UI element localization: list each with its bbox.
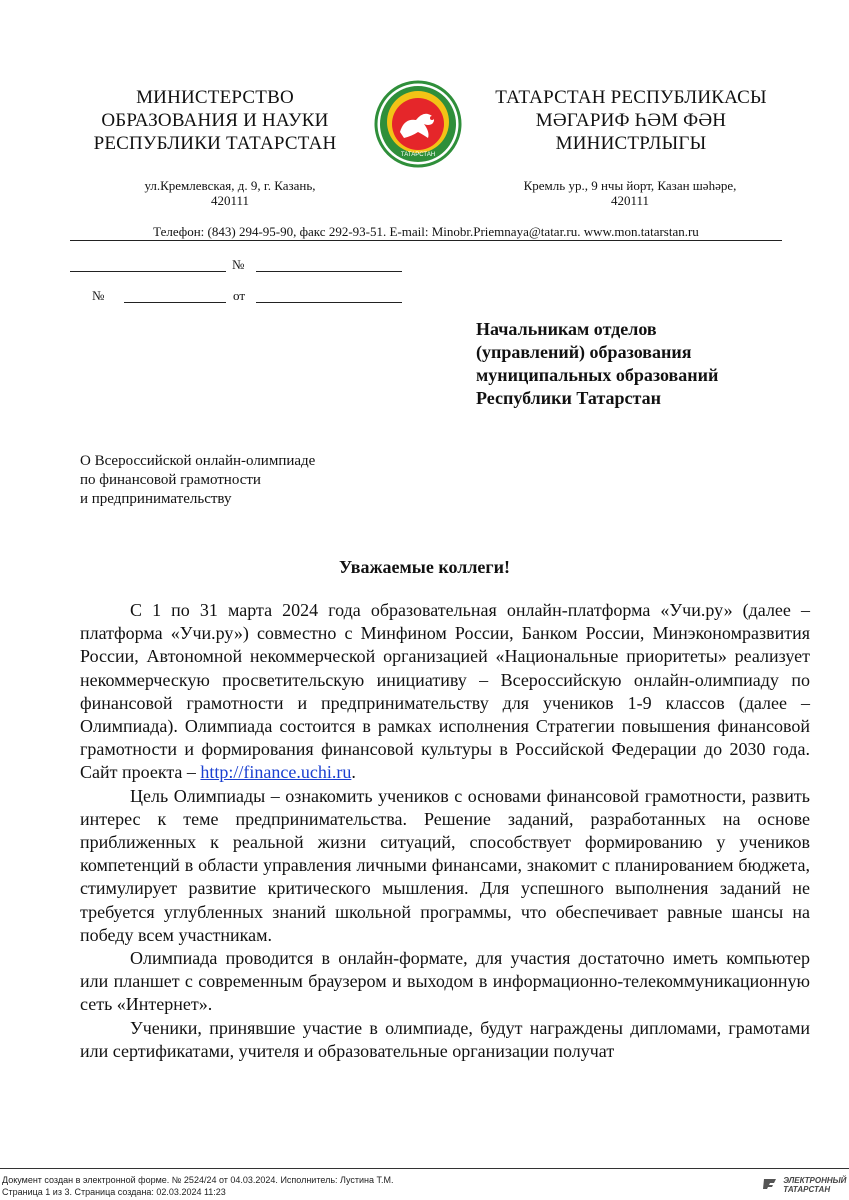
address-tatar	[490, 178, 770, 208]
paragraph-1-end: .	[351, 762, 356, 783]
subject-line: О Всероссийской онлайн-олимпиаде	[80, 453, 316, 469]
salutation: Уважаемые коллеги!	[339, 557, 510, 577]
subject-line: по финансовой грамотности	[80, 472, 261, 488]
emblem-text: ТАТАРСТАН	[400, 152, 436, 158]
address-line: 420111	[210, 193, 250, 208]
footer-page-info: Страница 1 из 3. Страница создана: 02.03.2024 11:23	[2, 1187, 226, 1197]
tatarstan-emblem-icon	[374, 80, 462, 168]
ministry-name-line: МИНИСТРЛЫГЫ	[555, 133, 707, 154]
recipient-line: Республики Татарстан	[476, 388, 661, 408]
ministry-name-line: МӘГАРИФ ҺӘМ ФӘН	[535, 110, 727, 131]
electronic-tatarstan-icon	[762, 1176, 778, 1192]
paragraph-3: Олимпиада проводится в онлайн-формате, для участия достаточно иметь компьютер или планшет с современным браузером и выходом в информационно-телекоммуникационную сеть «Интернет».	[80, 948, 810, 1015]
ministry-name-line: МИНИСТЕРСТВО	[136, 87, 294, 108]
paragraph-4: Ученики, принявшие участие в олимпиаде, будут награждены дипломами, грамотами или сертификатами, учителя и образовательные организации получат	[80, 1017, 810, 1061]
footer-document-info: Документ создан в электронной форме. № 2524/24 от 04.03.2024. Исполнитель: Лустина Т.М.	[2, 1175, 394, 1185]
letter-body	[80, 599, 810, 1063]
address-line: ул.Кремлевская, д. 9, г. Казань,	[144, 178, 316, 193]
from-label: от	[233, 288, 246, 303]
incoming-number-blank	[124, 302, 226, 303]
recipient-line: (управлений) образования	[476, 342, 692, 362]
contacts-line: Телефон: (843) 294-95-90, факс 292-93-51. E-mail: Minobr.Priemnaya@tatar.ru. www.mon.tatarstan.ru	[153, 224, 699, 239]
project-website-link[interactable]: http://finance.uchi.ru	[200, 762, 352, 783]
footer-divider	[0, 1168, 849, 1169]
paragraph-1-text: С 1 по 31 марта 2024 года образовательная онлайн-платформа «Учи.ру» (далее – платформа «Учи.ру») совместно с Минфином России, Банком России, Минэкономразвития России, Автономной некоммерческой организацией «Национальные приоритеты» реализует некоммерческую просветительскую инициативу – Всероссийскую онлайн-олимпиаду по финансовой грамотности и предпринимательству для учеников 1-9 классов (далее – Олимпиада). Олимпиада состоится в рамках исполнения Стратегии повышения финансовой грамотности и формирования финансовой культуры в Российской Федерации до 2030 года. Сайт проекта –	[80, 600, 810, 783]
emblem-leopard-eye	[430, 116, 434, 120]
outgoing-date-blank	[256, 271, 402, 272]
paragraph-1	[80, 599, 810, 785]
header-divider	[70, 240, 782, 241]
address-russian	[110, 178, 350, 208]
ministry-name-line: ОБРАЗОВАНИЯ И НАУКИ	[101, 110, 329, 131]
ministry-name-line: РЕСПУБЛИКИ ТАТАРСТАН	[93, 133, 337, 154]
logo-line: ЭЛЕКТРОННЫЙ	[783, 1176, 847, 1185]
incoming-date-blank	[256, 302, 402, 303]
subject-line: и предпринимательству	[80, 491, 232, 507]
footer-info	[2, 1174, 394, 1198]
incoming-number-sign-label: №	[92, 288, 105, 303]
logo-line: ТАТАРСТАН	[783, 1185, 831, 1194]
recipient-block	[476, 318, 806, 410]
subject-block	[80, 452, 400, 509]
electronic-tatarstan-logo	[762, 1176, 846, 1194]
ministry-name-russian	[80, 86, 350, 155]
recipient-line: муниципальных образований	[476, 365, 719, 385]
outgoing-number-blank	[70, 271, 226, 272]
number-sign-label: №	[232, 257, 245, 272]
ministry-name-tatar	[478, 86, 784, 155]
address-line: 420111	[610, 193, 650, 208]
ministry-name-line: ТАТАРСТАН РЕСПУБЛИКАСЫ	[495, 87, 767, 108]
paragraph-2: Цель Олимпиады – ознакомить учеников с основами финансовой грамотности, развить интерес к теме предпринимательства. Решение заданий, разработанных на основе приближенных к реальной жизни ситуаций, способствует формированию у учеников компетенций в области управления личными финансами, знакомит с планированием бюджета, стимулирует развитие критического мышления. Для успешного выполнения заданий не требуется углубленных знаний школьной программы, что обеспечивает равные шансы на победу всем участникам.	[80, 785, 810, 945]
recipient-line: Начальникам отделов	[476, 319, 657, 339]
address-line: Кремль ур., 9 нчы йорт, Казан шәһәре,	[523, 178, 737, 193]
